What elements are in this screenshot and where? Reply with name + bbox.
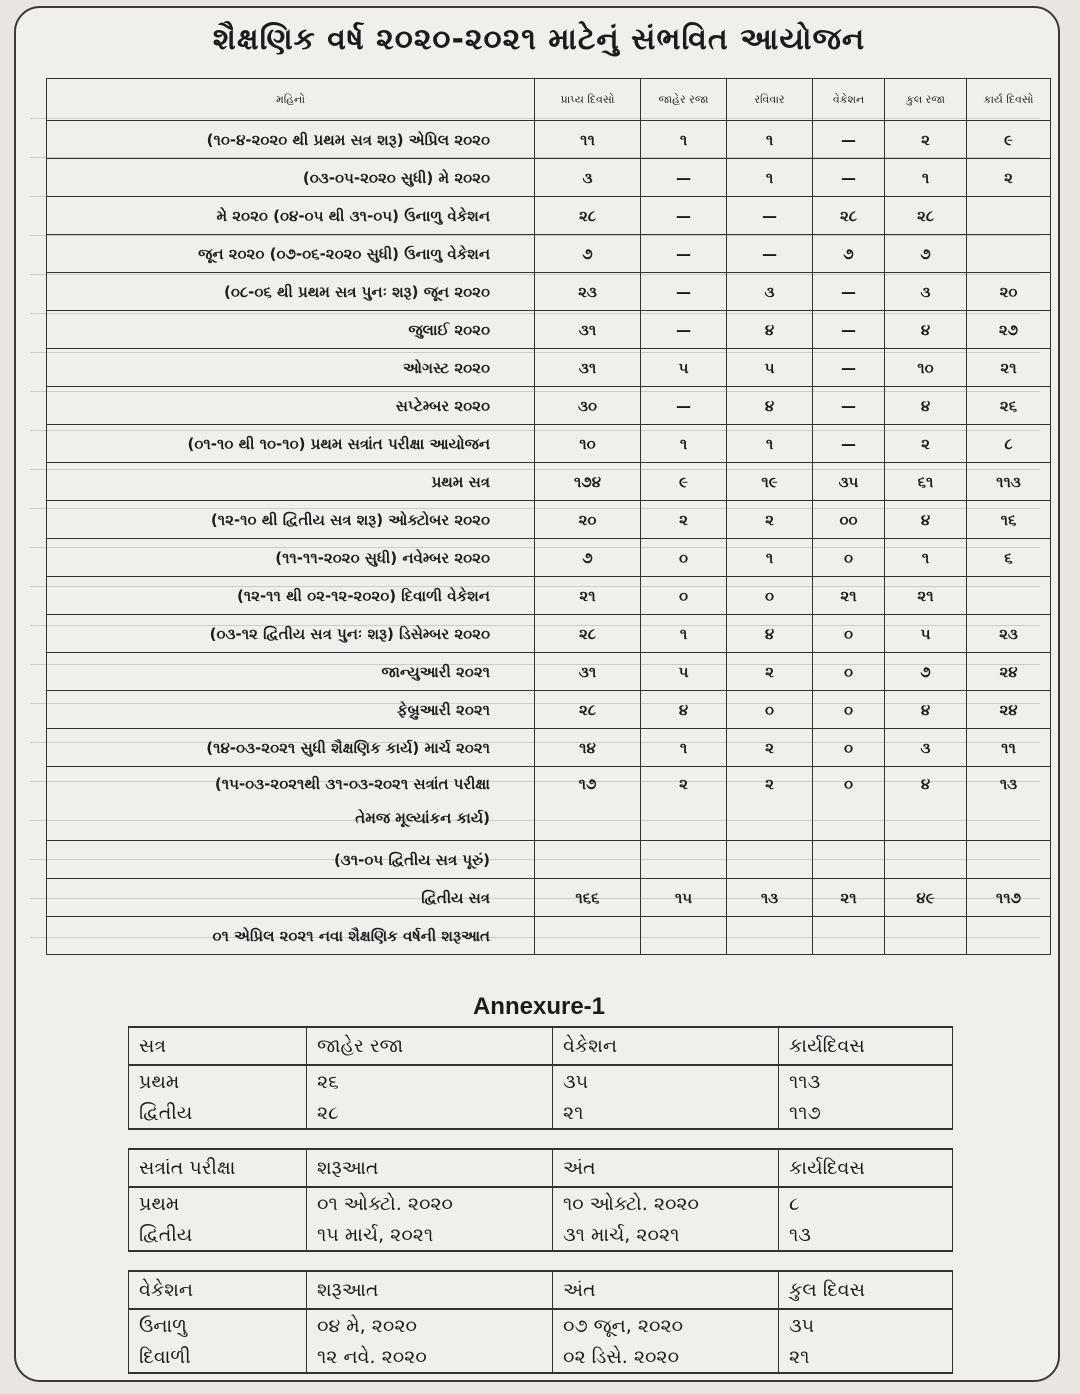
cell: ૪ xyxy=(885,691,967,729)
cell: ૩૫ xyxy=(553,1065,779,1097)
table-row xyxy=(47,577,1051,615)
header-sunday: રવિવાર xyxy=(727,79,813,121)
cell: ૦ xyxy=(727,577,813,615)
cell: ૦ xyxy=(813,691,885,729)
cell: ૮ xyxy=(967,425,1051,463)
cell: દ્વિતીય xyxy=(129,1097,307,1129)
cell: — xyxy=(641,159,727,197)
cell: ૧૩ xyxy=(967,767,1051,841)
cell: ૧ xyxy=(727,159,813,197)
exam-row xyxy=(47,767,1051,841)
cell: ૨૮ xyxy=(885,197,967,235)
cell: ૧૨ નવે. ૨૦૨૦ xyxy=(307,1341,553,1373)
month-cell: (૧૨-૧૧ થી ૦૨-૧૨-૨૦૨૦) દિવાળી વેકેશન xyxy=(47,577,535,615)
cell: ૦૦ xyxy=(813,501,885,539)
header-cell: સત્ર xyxy=(129,1027,307,1065)
cell: ૨૧ xyxy=(967,349,1051,387)
cell: ૩૫ xyxy=(779,1309,953,1341)
header-cell: અંત xyxy=(553,1149,779,1187)
cell: ૩૧ xyxy=(535,311,641,349)
cell: ૨૮ xyxy=(813,197,885,235)
cell xyxy=(967,197,1051,235)
cell: ૩ xyxy=(535,159,641,197)
cell: ૨૦ xyxy=(967,273,1051,311)
cell: ૧૧૭ xyxy=(967,879,1051,917)
cell: ૧૭ xyxy=(535,767,641,841)
cell: ૨૩ xyxy=(535,273,641,311)
month-cell: ઓગસ્ટ ૨૦૨૦ xyxy=(47,349,535,387)
exam-row-line1: (૧૫-૦૩-૨૦૨૧થી ૩૧-૦૩-૨૦૨૧ સત્રાંત પરીક્ષા xyxy=(214,775,490,793)
cell: ૨૦ xyxy=(535,501,641,539)
cell xyxy=(813,917,885,955)
cell: ૧૦ xyxy=(885,349,967,387)
header-cell: શરૂઆત xyxy=(307,1271,553,1309)
cell: ૨ xyxy=(727,653,813,691)
cell: ૦ xyxy=(813,729,885,767)
cell: — xyxy=(813,387,885,425)
cell: ૧૧૭ xyxy=(779,1097,953,1129)
header-cell: કાર્યદિવસ xyxy=(779,1149,953,1187)
cell xyxy=(535,917,641,955)
cell: ૨૪ xyxy=(967,691,1051,729)
cell: — xyxy=(641,197,727,235)
month-cell: જાન્યુઆરી ૨૦૨૧ xyxy=(47,653,535,691)
yearly-plan-table xyxy=(46,78,1051,955)
cell xyxy=(641,841,727,879)
header-cell: જાહેર રજા xyxy=(307,1027,553,1065)
header-available-days: પ્રાપ્ય દિવસો xyxy=(535,79,641,121)
cell: ૭ xyxy=(535,539,641,577)
cell: ૨ xyxy=(885,121,967,159)
header-working-days: કાર્ય દિવસો xyxy=(967,79,1051,121)
cell: ૧ xyxy=(641,615,727,653)
cell xyxy=(967,577,1051,615)
cell: ૨૧ xyxy=(885,577,967,615)
cell: ૪ xyxy=(885,767,967,841)
header-cell: કાર્યદિવસ xyxy=(779,1027,953,1065)
cell: ૨ xyxy=(967,159,1051,197)
table-row xyxy=(47,197,1051,235)
month-cell: ફેબ્રુઆરી ૨૦૨૧ xyxy=(47,691,535,729)
cell: ૧૭૪ xyxy=(535,463,641,501)
header-cell: શરૂઆત xyxy=(307,1149,553,1187)
table-row xyxy=(47,653,1051,691)
annexure-term-table xyxy=(128,1026,953,1130)
cell xyxy=(641,917,727,955)
cell: ૩૧ xyxy=(535,653,641,691)
cell: ૧૦ xyxy=(535,425,641,463)
month-cell: જૂન ૨૦૨૦ (૦૭-૦૬-૨૦૨૦ સુધી) ઉનાળુ વેકેશન xyxy=(47,235,535,273)
cell: ૨૭ xyxy=(967,311,1051,349)
month-cell: ૦૧ એપ્રિલ ૨૦૨૧ નવા શૈક્ષણિક વર્ષની શરૂઆત xyxy=(47,917,535,955)
cell: ૨૬ xyxy=(967,387,1051,425)
table-row xyxy=(47,387,1051,425)
cell: ઉનાળુ xyxy=(129,1309,307,1341)
cell xyxy=(967,841,1051,879)
header-cell: વેકેશન xyxy=(553,1027,779,1065)
table-row xyxy=(47,501,1051,539)
cell: ૨૧ xyxy=(813,577,885,615)
table-row xyxy=(47,615,1051,653)
cell: ૦ xyxy=(641,577,727,615)
cell: ૨૬ xyxy=(307,1065,553,1097)
cell: ૧૧ xyxy=(967,729,1051,767)
cell: ૧ xyxy=(885,539,967,577)
total-label: દ્વિતીય સત્ર xyxy=(47,879,535,917)
cell: ૨ xyxy=(727,729,813,767)
cell xyxy=(727,917,813,955)
cell: ૩૫ xyxy=(813,463,885,501)
table-row xyxy=(129,1065,953,1097)
cell: ૩૧ માર્ચ, ૨૦૨૧ xyxy=(553,1219,779,1251)
cell: ૧ xyxy=(641,425,727,463)
header-cell: વેકેશન xyxy=(129,1271,307,1309)
cell: ૧૫ માર્ચ, ૨૦૨૧ xyxy=(307,1219,553,1251)
cell: ૫ xyxy=(641,653,727,691)
cell: ૦ xyxy=(727,691,813,729)
cell xyxy=(885,841,967,879)
cell: ૧ xyxy=(641,729,727,767)
cell: ૦ xyxy=(813,539,885,577)
cell: — xyxy=(813,349,885,387)
table-row xyxy=(47,691,1051,729)
cell: ૧૦ ઓક્ટો. ૨૦૨૦ xyxy=(553,1187,779,1219)
cell: ૧૩ xyxy=(727,879,813,917)
cell: ૪ xyxy=(727,387,813,425)
cell: ૪ xyxy=(727,311,813,349)
second-term-total-row xyxy=(47,879,1051,917)
table-row xyxy=(47,425,1051,463)
cell xyxy=(727,841,813,879)
month-cell: (૧૪-૦૩-૨૦૨૧ સુધી શૈક્ષણિક કાર્ય) માર્ચ ૨૦૨૧ xyxy=(47,729,535,767)
header-vacation: વેકેશન xyxy=(813,79,885,121)
month-cell xyxy=(47,767,535,841)
annexure-vacation-table xyxy=(128,1270,953,1374)
cell: ૨ xyxy=(727,767,813,841)
cell: ૨૪ xyxy=(967,653,1051,691)
cell: ૧૩ xyxy=(779,1219,953,1251)
cell: ૪ xyxy=(727,615,813,653)
cell xyxy=(885,917,967,955)
cell: — xyxy=(641,235,727,273)
cell: ૫ xyxy=(727,349,813,387)
cell: ૨૧ xyxy=(553,1097,779,1129)
cell: ૨ xyxy=(885,425,967,463)
cell: ૧૯ xyxy=(727,463,813,501)
table-row xyxy=(47,235,1051,273)
cell: ૯ xyxy=(967,121,1051,159)
cell: ૦ xyxy=(813,767,885,841)
cell: — xyxy=(813,425,885,463)
cell: ૨ xyxy=(641,767,727,841)
document-page xyxy=(14,6,1060,1382)
cell: ૧૧૩ xyxy=(967,463,1051,501)
new-year-row xyxy=(47,917,1051,955)
month-cell: મે ૨૦૨૦ (૦૪-૦૫ થી ૩૧-૦૫) ઉનાળુ વેકેશન xyxy=(47,197,535,235)
cell: — xyxy=(727,235,813,273)
cell: પ્રથમ xyxy=(129,1187,307,1219)
cell: દ્વિતીય xyxy=(129,1219,307,1251)
cell: — xyxy=(813,273,885,311)
cell: ૪ xyxy=(885,311,967,349)
month-cell: (૧૦-૪-૨૦૨૦ થી પ્રથમ સત્ર શરૂ) એપ્રિલ ૨૦૨૦ xyxy=(47,121,535,159)
table-row xyxy=(129,1097,953,1129)
cell: ૦૧ ઓક્ટો. ૨૦૨૦ xyxy=(307,1187,553,1219)
cell: ૧૬ xyxy=(967,501,1051,539)
cell: ૨૮ xyxy=(535,615,641,653)
cell: ૯ xyxy=(641,463,727,501)
table-row xyxy=(129,1341,953,1373)
annexure-exam-table xyxy=(128,1148,953,1252)
cell: ૮ xyxy=(779,1187,953,1219)
cell: ૧ xyxy=(727,539,813,577)
cell: ૨૧ xyxy=(779,1341,953,1373)
cell: ૬ xyxy=(967,539,1051,577)
cell: ૩૧ xyxy=(535,349,641,387)
table-header-row xyxy=(47,79,1051,121)
cell: — xyxy=(813,121,885,159)
header-month: મહિનો xyxy=(47,79,535,121)
first-term-total-row xyxy=(47,463,1051,501)
table-row xyxy=(129,1187,953,1219)
table-row xyxy=(47,273,1051,311)
cell: ૨૧ xyxy=(813,879,885,917)
cell: ૩ xyxy=(885,729,967,767)
cell: ૭ xyxy=(813,235,885,273)
cell: ૨ xyxy=(727,501,813,539)
cell: ૨૩ xyxy=(967,615,1051,653)
table-row xyxy=(47,121,1051,159)
cell: ૪ xyxy=(641,691,727,729)
cell: ૦ xyxy=(813,615,885,653)
cell: ૪ xyxy=(885,387,967,425)
table-row xyxy=(129,1309,953,1341)
cell: — xyxy=(641,387,727,425)
table-row xyxy=(47,311,1051,349)
month-cell: (૩૧-૦૫ દ્વિતીય સત્ર પૂરું) xyxy=(47,841,535,879)
annexure-title: Annexure-1 xyxy=(472,993,606,1020)
table-row xyxy=(47,539,1051,577)
table-header-row xyxy=(129,1027,953,1065)
cell: ૦૨ ડિસે. ૨૦૨૦ xyxy=(553,1341,779,1373)
header-cell: સત્રાંત પરીક્ષા xyxy=(129,1149,307,1187)
cell: — xyxy=(727,197,813,235)
cell: ૧૬૬ xyxy=(535,879,641,917)
cell xyxy=(813,841,885,879)
cell: ૨ xyxy=(641,501,727,539)
month-cell: (૦૩-૦૫-૨૦૨૦ સુધી) મે ૨૦૨૦ xyxy=(47,159,535,197)
month-cell: સપ્ટેમ્બર ૨૦૨૦ xyxy=(47,387,535,425)
header-total-leave: કુલ રજા xyxy=(885,79,967,121)
header-cell: કુલ દિવસ xyxy=(779,1271,953,1309)
cell: — xyxy=(813,159,885,197)
cell: ૭ xyxy=(535,235,641,273)
cell: ૪ xyxy=(885,501,967,539)
cell: ૦૪ મે, ૨૦૨૦ xyxy=(307,1309,553,1341)
cell: દિવાળી xyxy=(129,1341,307,1373)
cell: ૧ xyxy=(641,121,727,159)
month-cell: જુલાઈ ૨૦૨૦ xyxy=(47,311,535,349)
cell: ૩૦ xyxy=(535,387,641,425)
document-title: શૈક્ષણિક વર્ષ ૨૦૨૦-૨૦૨૧ માટેનું સંભવિત આયોજન xyxy=(212,22,866,57)
cell: — xyxy=(641,273,727,311)
cell: ૪૯ xyxy=(885,879,967,917)
cell: ૩ xyxy=(885,273,967,311)
cell xyxy=(967,235,1051,273)
cell: ૧ xyxy=(727,425,813,463)
header-public-holiday: જાહેર રજા xyxy=(641,79,727,121)
cell: ૨૮ xyxy=(307,1097,553,1129)
table-header-row xyxy=(129,1271,953,1309)
header-cell: અંત xyxy=(553,1271,779,1309)
month-cell: (૧૨-૧૦ થી દ્વિતીય સત્ર શરૂ) ઓક્ટોબર ૨૦૨૦ xyxy=(47,501,535,539)
cell: ૧૪ xyxy=(535,729,641,767)
cell xyxy=(535,841,641,879)
cell: ૧ xyxy=(727,121,813,159)
cell: ૭ xyxy=(885,235,967,273)
table-header-row xyxy=(129,1149,953,1187)
cell: પ્રથમ xyxy=(129,1065,307,1097)
cell: ૦ xyxy=(813,653,885,691)
cell: ૭ xyxy=(885,653,967,691)
table-row xyxy=(129,1219,953,1251)
table-row xyxy=(47,159,1051,197)
cell: ૩ xyxy=(727,273,813,311)
table-row xyxy=(47,349,1051,387)
cell: — xyxy=(641,311,727,349)
term-end-row xyxy=(47,841,1051,879)
month-cell: (૦૮-૦૬ થી પ્રથમ સત્ર પુનઃ શરૂ) જૂન ૨૦૨૦ xyxy=(47,273,535,311)
cell: ૨૮ xyxy=(535,197,641,235)
cell: ૧૫ xyxy=(641,879,727,917)
cell: ૬૧ xyxy=(885,463,967,501)
cell: ૦૭ જૂન, ૨૦૨૦ xyxy=(553,1309,779,1341)
total-label: પ્રથમ સત્ર xyxy=(47,463,535,501)
cell: ૨૮ xyxy=(535,691,641,729)
month-cell: (૦૩-૧૨ દ્વિતીય સત્ર પુનઃ શરૂ) ડિસેમ્બર ૨૦૨૦ xyxy=(47,615,535,653)
cell: ૧ xyxy=(885,159,967,197)
cell: ૫ xyxy=(885,615,967,653)
month-cell: (૦૧-૧૦ થી ૧૦-૧૦) પ્રથમ સત્રાંત પરીક્ષા આયોજન xyxy=(47,425,535,463)
table-row xyxy=(47,729,1051,767)
month-cell: (૧૧-૧૧-૨૦૨૦ સુધી) નવેમ્બર ૨૦૨૦ xyxy=(47,539,535,577)
exam-row-line2: તેમજ મૂલ્યાંકન કાર્ય) xyxy=(355,809,490,827)
cell: ૧૧૩ xyxy=(779,1065,953,1097)
cell: ૨૧ xyxy=(535,577,641,615)
cell xyxy=(967,917,1051,955)
cell: ૧૧ xyxy=(535,121,641,159)
cell: ૫ xyxy=(641,349,727,387)
cell: — xyxy=(813,311,885,349)
cell: ૦ xyxy=(641,539,727,577)
